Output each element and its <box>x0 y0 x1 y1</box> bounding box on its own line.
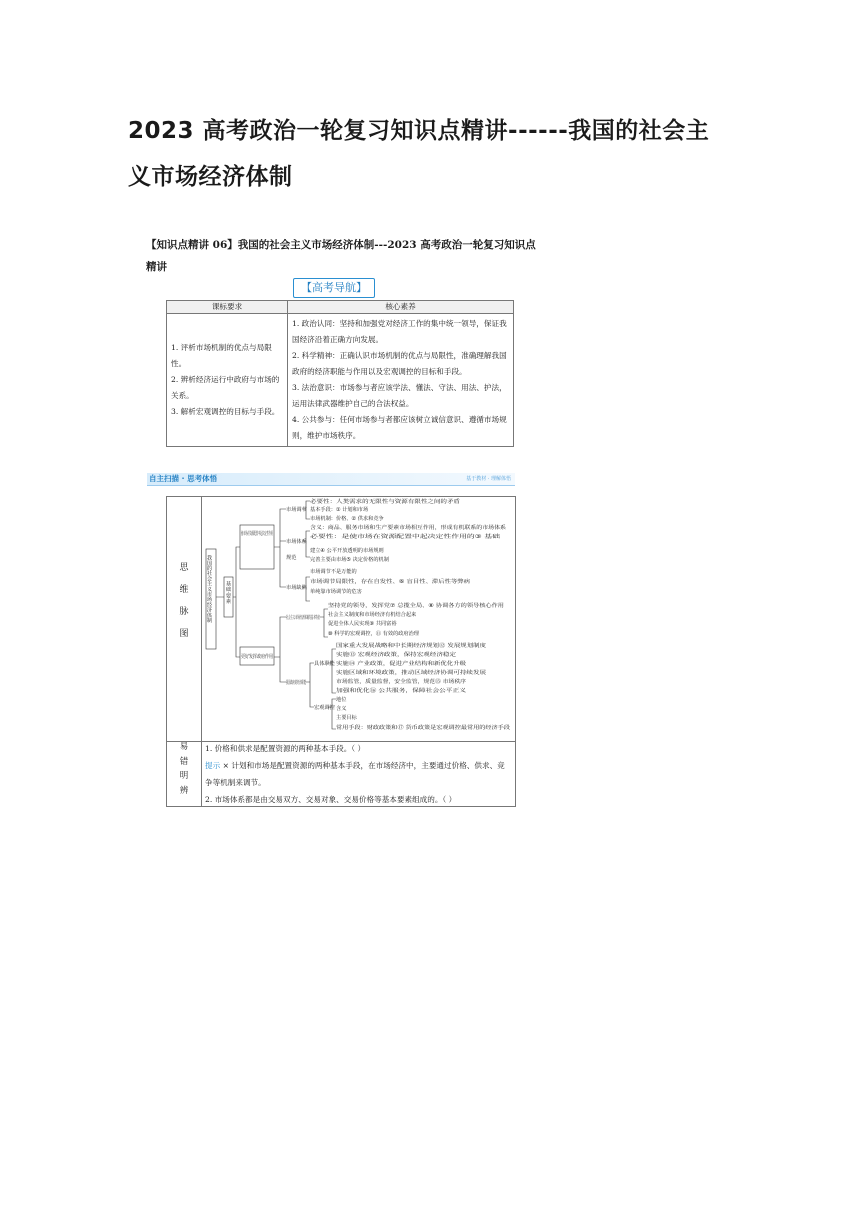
mind-map-line: 单纯靠市场调节的危害 <box>310 589 362 595</box>
mind-map-root: 我国的社会主义市场经济体制 <box>206 555 212 623</box>
exam-guide-banner: 【高考导航】 <box>293 278 375 298</box>
literacy-item: 2. 科学精神：正确认识市场机制的优点与局限性，准确理解我国政府的经济职能与作用以及宏观调控的目标和手段。 <box>292 351 507 376</box>
mind-map-line: 市场调节不是万能的 <box>310 569 357 575</box>
market-defects-label: 市场缺陷 <box>286 585 307 591</box>
market-regulation-label: 市场调节 <box>286 507 307 513</box>
mind-map-line: 市场调节局限性，存在自发性、⑥ 盲目性、滞后性等弊病 <box>310 579 441 585</box>
question-1: 1. 价格和供求是配置资源的两种基本手段。（ ） <box>205 744 366 753</box>
error-body <box>205 740 511 808</box>
mind-map-diagram <box>202 497 514 741</box>
mind-map-line: 实施⑬ 宏观经济政策，保持宏观经济稳定 <box>336 652 432 658</box>
mind-map-line: 促进全体人民实现⑨ 共同富裕 <box>328 621 397 627</box>
error-side-label: 易 错 明 辨 <box>167 740 202 806</box>
mind-map-mid: 基础·要素 <box>225 581 231 604</box>
branch-b-label: 更好发挥政府作用 <box>241 654 283 660</box>
mind-map-line: 含义 <box>336 706 347 712</box>
strip-left-label: 自主扫描 · 思考体悟 <box>149 474 218 483</box>
mind-map-line: 市场监管，质量监督，安全监管，规范⑮ 市场秩序 <box>336 679 452 685</box>
mind-map-line: 实施⑭ 产业政策，促进产业结构和新优化升级 <box>336 661 442 667</box>
document-title: 2023 高考政治一轮复习知识点精讲------我国的社会主义市场经济体制 <box>128 118 710 190</box>
scan-heading: 【知识点精讲 06】我国的社会主义市场经济体制---2023 高考政治一轮复习知识点精讲 <box>146 239 536 273</box>
mind-map-line: 市场机制：价格、② 供求和竞争 <box>310 516 384 522</box>
requirements-cell <box>167 314 288 447</box>
mind-map-side-label: 思 维 脉 图 <box>167 497 202 741</box>
section-strip <box>147 473 515 486</box>
mind-map-line: 主要目标 <box>336 715 357 721</box>
branch-a-label: 使市场在资源配置中起决定性作用 <box>241 531 319 537</box>
basic-features-label: 社会主义市场经济体制的基本特征 <box>286 615 364 621</box>
mind-map-line: 含义：商品、服务市场和生产要素市场相互作用，形成有机联系的市场体系 <box>310 525 482 531</box>
mind-map-line: 社会主义制度和市场经济有机结合起来 <box>328 612 417 618</box>
literacy-item: 1. 政治认同：坚持和加强党对经济工作的集中统一领导，保证我国经济沿着正确方向发展。 <box>292 319 507 344</box>
mind-map-line: 地位 <box>336 697 347 703</box>
requirement-item: 3. 解析宏观调控的目标与手段。 <box>171 407 280 416</box>
mind-map-line: 实施区域和环境政策，推动区域经济协调可持续发展 <box>336 670 456 676</box>
market-system-label: 市场体系 <box>286 539 307 545</box>
tip-mark: × <box>222 761 229 770</box>
exam-guide-table <box>166 300 514 447</box>
error-prone-box <box>166 740 516 807</box>
literacy-item: 3. 法治意识：市场参与者应该学法、懂法、守法、用法、护法，运用法律武器维护自己的合法权益。 <box>292 383 507 408</box>
norms-label: 规范 <box>286 555 297 561</box>
gov-functions-label: 我国政府的经济职能 <box>286 680 333 686</box>
mind-map-line: 建立④ 公平开放透明的市场规则 <box>310 548 384 554</box>
macro-control-label: 宏观调控 <box>314 705 335 711</box>
mind-map-line: 常用手段：财政政策和⑰ 货币政策是宏观调控最常用的经济手段 <box>336 725 483 731</box>
requirement-item: 2. 辨析经济运行中政府与市场的关系。 <box>171 375 280 400</box>
mind-map-line: 坚持党的领导，发挥党⑦ 总揽全局、⑧ 协调各方的领导核心作用 <box>328 603 476 609</box>
requirement-item: 1. 评析市场机制的优点与局限性。 <box>171 343 272 368</box>
col-header-requirements: 课标要求 <box>167 301 288 314</box>
literacy-cell <box>288 314 514 447</box>
mind-map-line: 必要性：人类需求的无限性与资源有限性之间的矛盾 <box>310 499 430 505</box>
specific-functions-label: 具体职能 <box>314 661 335 667</box>
mind-map-line: 完善主要由市场⑤ 决定价格的机制 <box>310 557 389 563</box>
literacy-item: 4. 公共参与：任何市场参与者都应该树立诚信意识、遵循市场规则，维护市场秩序。 <box>292 415 507 440</box>
mind-map-box <box>166 496 516 742</box>
tip-text: 计划和市场是配置资源的两种基本手段，在市场经济中，主要通过价格、供求、竞争等机制来调节。 <box>205 761 505 787</box>
mind-map-line: ⑩ 科学的宏观调控，⑪ 有效的政府治理 <box>328 631 419 637</box>
mind-map-line: 国家重大发展战略和中长期经济规划⑫ 发展规划制度 <box>336 643 457 649</box>
mind-map-line: 基本手段：① 计划和市场 <box>310 507 369 513</box>
tip-line <box>205 757 511 791</box>
scanned-page-image <box>143 222 545 817</box>
question-2: 2. 市场体系都是由交易双方、交易对象、交易价格等基本要素组成的。（ ） <box>205 795 457 804</box>
mind-map-line: 加强和优化⑯ 公共服务，保障社会公平正义 <box>336 688 437 694</box>
strip-right-label: 基于教材 · 理解体悟 <box>466 476 511 482</box>
tip-label: 提示 <box>205 761 221 770</box>
mind-map-line: 必要性：是使市场在资源配置中起决定性作用的③ 基础 <box>310 534 436 540</box>
col-header-literacy: 核心素养 <box>288 301 514 314</box>
